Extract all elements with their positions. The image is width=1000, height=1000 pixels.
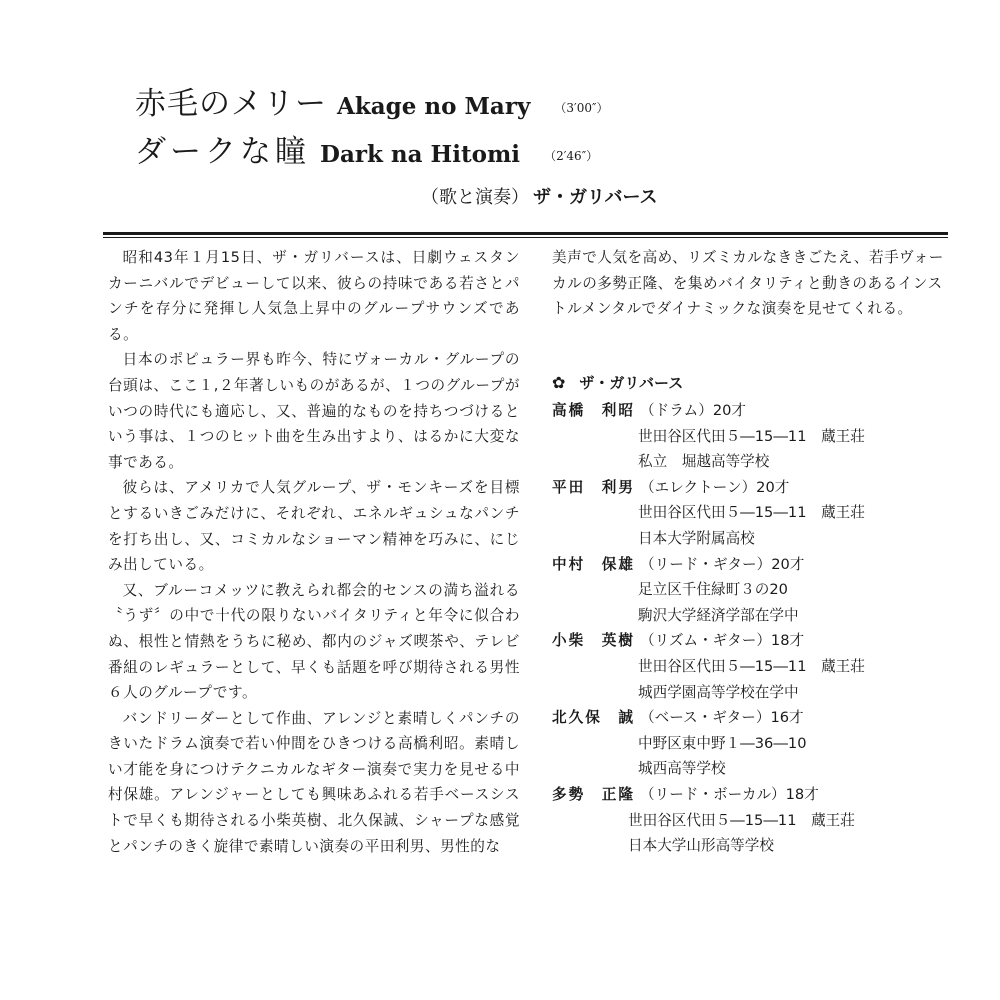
member-role: （エレクトーン）20才 (640, 478, 790, 496)
divider-thin (103, 237, 948, 238)
member-school: 私立 堀越高等学校 (638, 453, 770, 471)
member-entry (552, 782, 952, 859)
member-role: （リード・ボーカル）18才 (640, 785, 819, 803)
paragraph: 日本のポピュラー界も昨今、特にヴォーカル・グループの台頭は、ここ１,２年著しいものがあるが、１つのグループがいつの時代にも適応し、又、普遍的なものを持ちつづけるという事は、１つのヒット曲を生み出すより、はるかに大変な事である。 (108, 351, 520, 471)
member-school: 城西学園高等学校在学中 (638, 683, 799, 701)
member-school: 日本大学山形高等学校 (628, 837, 774, 855)
divider-thick (103, 232, 948, 235)
member-school: 城西高等学校 (638, 760, 726, 778)
member-role: （ベース・ギター）16才 (640, 709, 804, 727)
flower-icon: ✿ (552, 373, 566, 392)
member-address: 世田谷区代田５―15―11 蔵王荘 (628, 811, 855, 829)
member-entry (552, 705, 952, 782)
paragraph: 彼らは、アメリカで人気グループ、ザ・モンキーズを目標とするいきごみだけに、それぞれ、エネルギュシュなパンチを打ち出し、又、コミカルなショーマン精神を巧みに、にじみ出している。 (108, 479, 520, 574)
member-entry (552, 552, 952, 629)
member-entry (552, 398, 952, 475)
member-address: 世田谷区代田５―15―11 蔵王荘 (638, 427, 865, 445)
member-role: （リード・ギター）20才 (640, 555, 805, 573)
band-name: ザ・ガリバース (533, 187, 658, 208)
song-duration: （3′00″） (554, 101, 609, 115)
song-title-en: Akage no Mary (337, 93, 531, 120)
song-duration: （2′46″） (544, 149, 599, 163)
liner-notes-right-column (552, 245, 948, 322)
song-title-en: Dark na Hitomi (320, 141, 521, 168)
member-name: 多勢 正隆 (552, 785, 635, 803)
member-list (552, 398, 952, 859)
member-name: 中村 保雄 (552, 555, 635, 573)
liner-notes-left-column (108, 245, 520, 859)
paragraph: 昭和43年１月15日、ザ・ガリバースは、日劇ウェスタンカーニバルでデビューして以来、彼らの持味である若さとパンチを存分に発揮し人気急上昇中のグループサウンズである。 (108, 249, 520, 343)
member-entry (552, 628, 952, 705)
paragraph: バンドリーダーとして作曲、アレンジと素晴しくパンチのきいたドラム演奏で若い仲間をひきつける高橋利昭。素晴しい才能を身につけテクニカルなギター演奏で実力を見せる中村保雄。アレンジャーとしても興味あふれる若手ベースシストで早くも期待される小柴英樹、北久保誠、シャープな感覚とパンチのきく旋律で素晴しい演奏の平田利男、男性的な (108, 709, 520, 855)
member-school: 日本大学附属高校 (638, 529, 755, 547)
performer-credit (421, 183, 658, 209)
song-title-ja: ダークな瞳 (135, 134, 310, 170)
member-role: （リズム・ギター）18才 (640, 632, 805, 650)
member-role: （ドラム）20才 (640, 402, 746, 419)
member-name: 高橋 利昭 (552, 402, 635, 419)
paragraph: 又、ブルーコメッツに教えられ都会的センスの満ち溢れる〝うず〞の中で十代の限りないバイタリティと年令に似合わぬ、根性と情熱をうちに秘め、都内のジャズ喫茶や、テレビ番組のレギュラーとして、早くも話題を呼び期待される男性６人のグループです。 (108, 581, 520, 702)
member-address: 世田谷区代田５―15―11 蔵王荘 (638, 504, 865, 522)
member-address: 足立区千住緑町３の20 (638, 581, 788, 599)
song-title-ja: 赤毛のメリー (135, 86, 327, 122)
song-title-1 (135, 78, 608, 123)
member-school: 駒沢大学経済学部在学中 (638, 606, 799, 624)
paragraph: 美声で人気を高め、リズミカルなききごたえ、若手ヴォーカルの多勢正隆、を集めバイタリティと動きのあるインストルメンタルでダイナミックな演奏を見せてくれる。 (552, 249, 944, 318)
member-address: 中野区東中野１―36―10 (638, 734, 807, 752)
performer-label: （歌と演奏） (421, 187, 529, 208)
member-address: 世田谷区代田５―15―11 蔵王荘 (638, 657, 865, 675)
members-heading-label: ザ・ガリバース (579, 374, 684, 392)
member-name: 平田 利男 (552, 478, 635, 496)
member-entry (552, 475, 952, 552)
members-heading (552, 372, 683, 393)
song-title-2 (135, 126, 598, 171)
member-name: 小柴 英樹 (552, 632, 635, 650)
member-name: 北久保 誠 (552, 709, 635, 727)
